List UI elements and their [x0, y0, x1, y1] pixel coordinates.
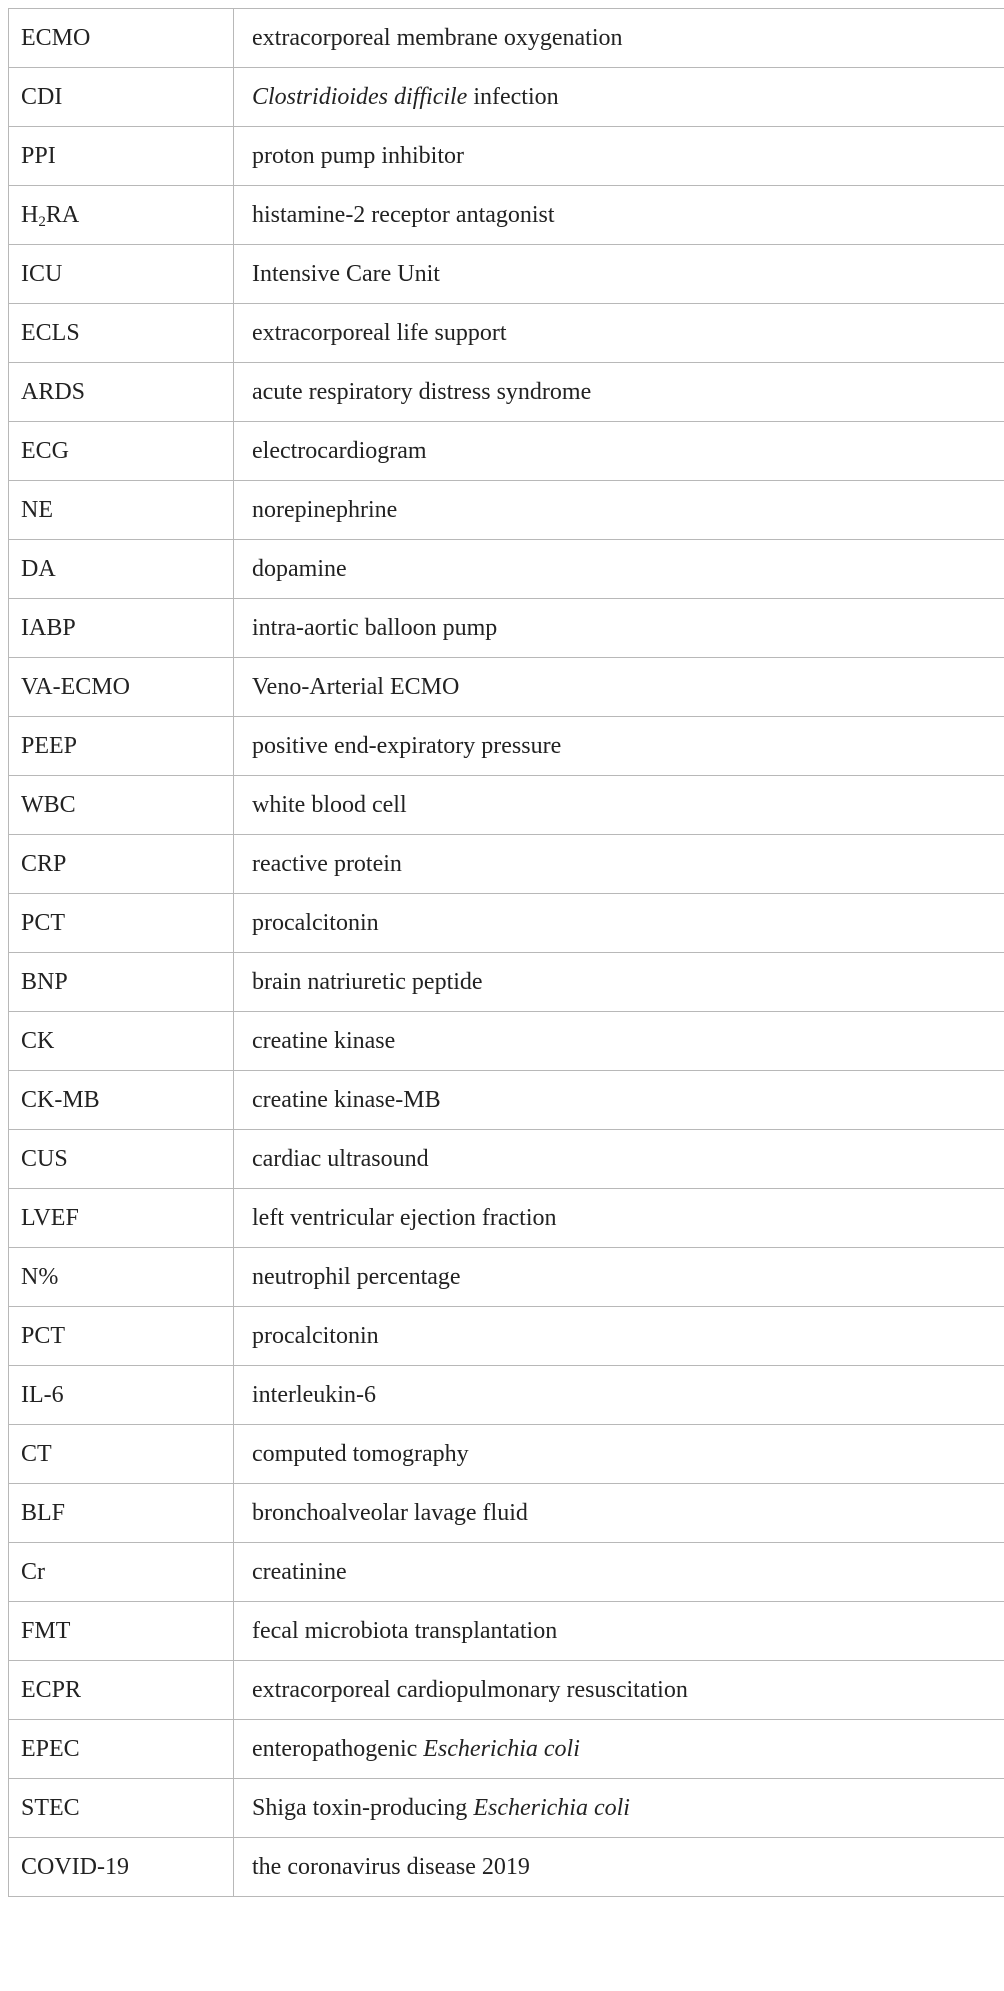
table-row	[9, 245, 1004, 304]
definition-text: creatine kinase	[252, 1027, 396, 1054]
definition-text: intra-aortic balloon pump	[252, 614, 498, 641]
abbreviation-cell	[9, 717, 234, 776]
definition-text: fecal microbiota transplantation	[252, 1617, 558, 1644]
definition-cell	[234, 304, 1004, 363]
definition-cell	[234, 1838, 1004, 1897]
abbreviations-table	[8, 8, 1004, 1897]
definition-cell	[234, 717, 1004, 776]
abbreviation-cell	[9, 9, 234, 68]
table-row	[9, 1602, 1004, 1661]
table-row	[9, 363, 1004, 422]
definition-cell	[234, 1189, 1004, 1248]
definition-cell	[234, 186, 1004, 245]
definition-text: proton pump inhibitor	[252, 142, 464, 169]
abbreviation-text: ECPR	[21, 1676, 82, 1703]
table-row	[9, 835, 1004, 894]
definition-text: neutrophil percentage	[252, 1263, 461, 1290]
abbreviation-text: PCT	[21, 909, 66, 936]
abbreviation-cell	[9, 953, 234, 1012]
definition-cell	[234, 1307, 1004, 1366]
abbreviations-table-body	[9, 9, 1004, 1897]
definition-cell	[234, 481, 1004, 540]
abbreviation-text: BLF	[21, 1499, 66, 1526]
definition-cell	[234, 835, 1004, 894]
table-row	[9, 1425, 1004, 1484]
abbreviation-cell	[9, 1425, 234, 1484]
definition-text: acute respiratory distress syndrome	[252, 378, 592, 405]
abbreviation-cell	[9, 245, 234, 304]
definition-cell	[234, 68, 1004, 127]
abbreviation-text: VA-ECMO	[21, 673, 130, 700]
definition-cell	[234, 1366, 1004, 1425]
abbreviation-text: PEEP	[21, 732, 78, 759]
abbreviation-text: LVEF	[21, 1204, 79, 1231]
abbreviation-cell	[9, 186, 234, 245]
table-row	[9, 304, 1004, 363]
table-row	[9, 1307, 1004, 1366]
abbreviation-cell	[9, 1130, 234, 1189]
definition-cell	[234, 776, 1004, 835]
abbreviation-subscript: 2	[38, 213, 46, 230]
abbreviation-text: H	[21, 201, 39, 228]
abbreviation-text: PCT	[21, 1322, 66, 1349]
abbreviation-cell	[9, 481, 234, 540]
definition-text: procalcitonin	[252, 1322, 379, 1349]
table-row	[9, 599, 1004, 658]
definition-cell	[234, 245, 1004, 304]
table-row	[9, 1720, 1004, 1779]
definition-cell	[234, 894, 1004, 953]
definition-text: norepinephrine	[252, 496, 398, 523]
definition-text: histamine-2 receptor antagonist	[252, 201, 555, 228]
abbreviation-cell	[9, 1071, 234, 1130]
table-row	[9, 776, 1004, 835]
abbreviation-text: CK-MB	[21, 1086, 100, 1113]
definition-cell	[234, 1720, 1004, 1779]
abbreviation-text: IL-6	[21, 1381, 64, 1408]
table-row	[9, 658, 1004, 717]
table-row	[9, 422, 1004, 481]
abbreviation-cell	[9, 1484, 234, 1543]
abbreviation-text: STEC	[21, 1794, 80, 1821]
abbreviation-text: N%	[21, 1263, 59, 1290]
definition-cell	[234, 127, 1004, 186]
definition-text: extracorporeal life support	[252, 319, 507, 346]
abbreviation-cell	[9, 1838, 234, 1897]
definition-text: the coronavirus disease 2019	[252, 1853, 530, 1880]
abbreviation-text: ECG	[21, 437, 69, 464]
definition-text: bronchoalveolar lavage fluid	[252, 1499, 528, 1526]
abbreviation-text: BNP	[21, 968, 68, 995]
definition-text: infection	[467, 83, 559, 110]
definition-text: left ventricular ejection fraction	[252, 1204, 557, 1231]
abbreviation-cell	[9, 304, 234, 363]
definition-cell	[234, 363, 1004, 422]
abbreviation-text: IABP	[21, 614, 76, 641]
definition-cell	[234, 953, 1004, 1012]
definition-cell	[234, 422, 1004, 481]
abbreviation-cell	[9, 1602, 234, 1661]
table-row	[9, 9, 1004, 68]
definition-cell	[234, 1248, 1004, 1307]
definition-cell	[234, 1779, 1004, 1838]
definition-cell	[234, 658, 1004, 717]
abbreviation-text: PPI	[21, 142, 56, 169]
abbreviation-text: CDI	[21, 83, 63, 110]
abbreviation-cell	[9, 835, 234, 894]
abbreviation-text: NE	[21, 496, 53, 523]
table-row	[9, 1543, 1004, 1602]
definition-text: Intensive Care Unit	[252, 260, 440, 287]
table-row	[9, 953, 1004, 1012]
definition-cell	[234, 1484, 1004, 1543]
table-row	[9, 1484, 1004, 1543]
definition-text: creatinine	[252, 1558, 347, 1585]
table-row	[9, 1661, 1004, 1720]
table-row	[9, 540, 1004, 599]
table-row	[9, 186, 1004, 245]
abbreviation-text: ICU	[21, 260, 63, 287]
table-row	[9, 1838, 1004, 1897]
abbreviation-text: WBC	[21, 791, 76, 818]
definition-cell	[234, 1661, 1004, 1720]
abbreviation-text: CRP	[21, 850, 67, 877]
definition-text: enteropathogenic	[252, 1735, 424, 1762]
definition-italic-text: Clostridioides difficile	[252, 83, 468, 110]
table-row	[9, 127, 1004, 186]
definition-text: interleukin-6	[252, 1381, 376, 1408]
definition-text: extracorporeal membrane oxygenation	[252, 24, 623, 51]
table-row	[9, 1779, 1004, 1838]
definition-cell	[234, 1071, 1004, 1130]
table-row	[9, 481, 1004, 540]
abbreviation-cell	[9, 1189, 234, 1248]
abbreviation-cell	[9, 540, 234, 599]
definition-text: dopamine	[252, 555, 347, 582]
table-row	[9, 68, 1004, 127]
definition-cell	[234, 9, 1004, 68]
abbreviation-text: EPEC	[21, 1735, 80, 1762]
abbreviation-text: CT	[21, 1440, 52, 1467]
table-row	[9, 1248, 1004, 1307]
definition-text: white blood cell	[252, 791, 407, 818]
definition-cell	[234, 1425, 1004, 1484]
abbreviation-text: COVID-19	[21, 1853, 129, 1880]
abbreviation-text-rest: RA	[45, 201, 80, 228]
table-row	[9, 1012, 1004, 1071]
abbreviation-cell	[9, 1661, 234, 1720]
abbreviation-cell	[9, 1248, 234, 1307]
definition-cell	[234, 1543, 1004, 1602]
definition-text: extracorporeal cardiopulmonary resuscitation	[252, 1676, 688, 1703]
abbreviation-cell	[9, 363, 234, 422]
abbreviation-cell	[9, 1779, 234, 1838]
abbreviation-cell	[9, 1012, 234, 1071]
definition-text: Veno-Arterial ECMO	[252, 673, 460, 700]
abbreviation-cell	[9, 599, 234, 658]
abbreviation-cell	[9, 894, 234, 953]
abbreviation-text: DA	[21, 555, 56, 582]
definition-italic-text: Escherichia coli	[473, 1794, 630, 1821]
definition-text: electrocardiogram	[252, 437, 427, 464]
definition-cell	[234, 1012, 1004, 1071]
definition-text: computed tomography	[252, 1440, 469, 1467]
definition-text: reactive protein	[252, 850, 402, 877]
table-row	[9, 717, 1004, 776]
definition-text: procalcitonin	[252, 909, 379, 936]
abbreviation-cell	[9, 776, 234, 835]
definition-text: brain natriuretic peptide	[252, 968, 483, 995]
abbreviation-cell	[9, 127, 234, 186]
definition-italic-text: Escherichia coli	[423, 1735, 580, 1762]
abbreviation-text: ECMO	[21, 24, 91, 51]
table-row	[9, 1366, 1004, 1425]
definition-text: creatine kinase-MB	[252, 1086, 441, 1113]
abbreviation-cell	[9, 1543, 234, 1602]
abbreviation-text: CUS	[21, 1145, 68, 1172]
abbreviation-cell	[9, 422, 234, 481]
abbreviation-cell	[9, 1720, 234, 1779]
definition-cell	[234, 540, 1004, 599]
abbreviation-text: Cr	[21, 1558, 45, 1585]
definition-text: Shiga toxin-producing	[252, 1794, 474, 1821]
table-row	[9, 1189, 1004, 1248]
abbreviation-text: CK	[21, 1027, 55, 1054]
table-row	[9, 1130, 1004, 1189]
definition-text: positive end-expiratory pressure	[252, 732, 562, 759]
table-row	[9, 894, 1004, 953]
abbreviation-cell	[9, 68, 234, 127]
abbreviation-text: ECLS	[21, 319, 80, 346]
abbreviation-cell	[9, 1366, 234, 1425]
table-row	[9, 1071, 1004, 1130]
definition-text: cardiac ultrasound	[252, 1145, 429, 1172]
definition-cell	[234, 1602, 1004, 1661]
definition-cell	[234, 1130, 1004, 1189]
abbreviation-text: ARDS	[21, 378, 86, 405]
definition-cell	[234, 599, 1004, 658]
abbreviation-text: FMT	[21, 1617, 71, 1644]
abbreviation-cell	[9, 658, 234, 717]
abbreviation-cell	[9, 1307, 234, 1366]
